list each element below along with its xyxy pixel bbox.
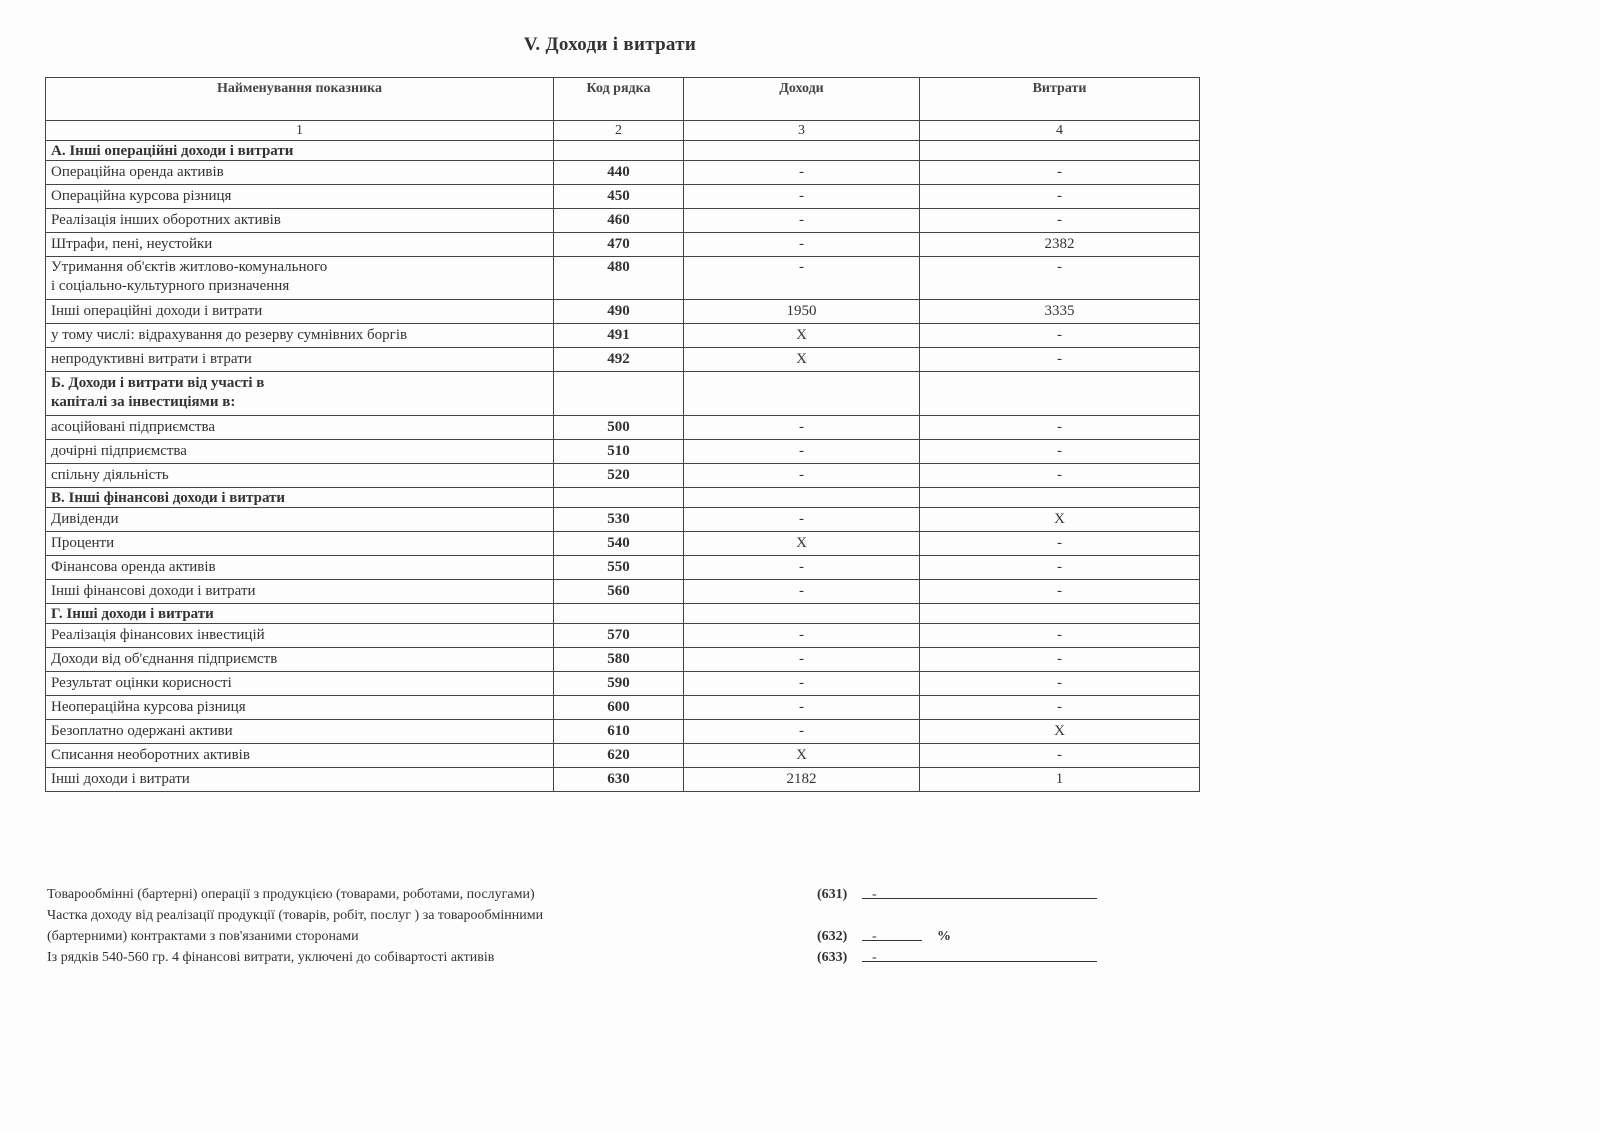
row-code: 590	[554, 672, 684, 696]
table-row	[46, 440, 1200, 464]
row-code: 620	[554, 744, 684, 768]
row-income: X	[684, 532, 920, 556]
row-income: -	[684, 556, 920, 580]
row-expense: -	[920, 440, 1200, 464]
row-code: 610	[554, 720, 684, 744]
row-code: 480	[554, 257, 684, 300]
row-name: Доходи від об'єднання підприємств	[46, 648, 554, 672]
row-expense: -	[920, 696, 1200, 720]
section-row	[46, 604, 1200, 624]
row-name: Неопераційна курсова різниця	[46, 696, 554, 720]
row-expense: -	[920, 744, 1200, 768]
row-name: непродуктивні витрати і втрати	[46, 348, 554, 372]
row-income: X	[684, 744, 920, 768]
row-code: 540	[554, 532, 684, 556]
section-row	[46, 372, 1200, 416]
barter-label: Товарообмінні (бартерні) операції з продукцією (товарами, роботами, послугами)	[47, 887, 535, 902]
table-row	[46, 209, 1200, 233]
row-name: Реалізація інших оборотних активів	[46, 209, 554, 233]
row-name: Б. Доходи і витрати від участі в капіталі за інвестиціями в:	[46, 372, 554, 416]
row-name: Списання необоротних активів	[46, 744, 554, 768]
row-code: 440	[554, 161, 684, 185]
table-row	[46, 324, 1200, 348]
row-expense	[920, 488, 1200, 508]
row-code	[554, 372, 684, 416]
header-income: Доходи	[684, 78, 920, 121]
table-row	[46, 416, 1200, 440]
share-code: (632)	[817, 929, 848, 944]
header-expense: Витрати	[920, 78, 1200, 121]
row-code: 550	[554, 556, 684, 580]
row-income: 2182	[684, 768, 920, 792]
row-income: -	[684, 624, 920, 648]
barter-code: (631)	[817, 887, 848, 902]
row-expense: X	[920, 720, 1200, 744]
row-income: -	[684, 233, 920, 257]
row-name: спільну діяльність	[46, 464, 554, 488]
row-name: Інші доходи і витрати	[46, 768, 554, 792]
table-row	[46, 768, 1200, 792]
column-number: 3	[684, 121, 920, 141]
row-code	[554, 488, 684, 508]
row-name: Операційна оренда активів	[46, 161, 554, 185]
row-code: 630	[554, 768, 684, 792]
row-name: Інші фінансові доходи і витрати	[46, 580, 554, 604]
row-name: В. Інші фінансові доходи і витрати	[46, 488, 554, 508]
barter-underline	[862, 884, 1097, 899]
row-code	[554, 604, 684, 624]
table-row	[46, 464, 1200, 488]
share-value: -	[872, 929, 877, 944]
row-code: 510	[554, 440, 684, 464]
table-row	[46, 672, 1200, 696]
row-income: X	[684, 348, 920, 372]
row-income: -	[684, 508, 920, 532]
row-expense: -	[920, 648, 1200, 672]
barter-value: -	[872, 887, 877, 902]
row-expense	[920, 141, 1200, 161]
row-code: 600	[554, 696, 684, 720]
row-code: 500	[554, 416, 684, 440]
row-income: -	[684, 720, 920, 744]
row-income: -	[684, 185, 920, 209]
share-unit: %	[937, 929, 951, 944]
row-code: 450	[554, 185, 684, 209]
row-income	[684, 604, 920, 624]
row-name: Результат оцінки корисності	[46, 672, 554, 696]
section-row	[46, 488, 1200, 508]
row-income: -	[684, 580, 920, 604]
table-row	[46, 257, 1200, 300]
row-code: 560	[554, 580, 684, 604]
row-name: Фінансова оренда активів	[46, 556, 554, 580]
row-expense: -	[920, 464, 1200, 488]
fin-costs-value: -	[872, 950, 877, 965]
table-row	[46, 556, 1200, 580]
row-expense: 3335	[920, 300, 1200, 324]
table-row	[46, 532, 1200, 556]
row-expense	[920, 372, 1200, 416]
row-name: дочірні підприємства	[46, 440, 554, 464]
row-expense: 2382	[920, 233, 1200, 257]
row-name: Операційна курсова різниця	[46, 185, 554, 209]
fin-costs-code: (633)	[817, 950, 848, 965]
row-expense: -	[920, 580, 1200, 604]
row-name: у тому числі: відрахування до резерву сумнівних боргів	[46, 324, 554, 348]
share-label-line2: (бартерними) контрактами з пов'язаними сторонами	[47, 929, 359, 944]
row-code	[554, 141, 684, 161]
table-row	[46, 508, 1200, 532]
share-underline	[862, 926, 922, 941]
row-expense: X	[920, 508, 1200, 532]
row-income: -	[684, 696, 920, 720]
income-expense-table	[45, 77, 1200, 792]
row-name: А. Інші операційні доходи і витрати	[46, 141, 554, 161]
row-name: Г. Інші доходи і витрати	[46, 604, 554, 624]
row-expense: -	[920, 257, 1200, 300]
table-row	[46, 233, 1200, 257]
row-expense: -	[920, 672, 1200, 696]
row-name: Дивіденди	[46, 508, 554, 532]
fin-costs-underline	[862, 947, 1097, 962]
row-income: X	[684, 324, 920, 348]
row-expense: -	[920, 532, 1200, 556]
row-code: 492	[554, 348, 684, 372]
share-label-line1: Частка доходу від реалізації продукції (товарів, робіт, послуг ) за товарообмінними	[47, 908, 544, 923]
row-code: 580	[554, 648, 684, 672]
row-income	[684, 488, 920, 508]
row-code: 460	[554, 209, 684, 233]
table-row	[46, 348, 1200, 372]
row-expense: -	[920, 161, 1200, 185]
row-name: асоційовані підприємства	[46, 416, 554, 440]
row-code: 520	[554, 464, 684, 488]
row-income: 1950	[684, 300, 920, 324]
table-row	[46, 720, 1200, 744]
header-name: Найменування показника	[46, 78, 554, 121]
row-name: Штрафи, пені, неустойки	[46, 233, 554, 257]
page-title: V. Доходи і витрати	[523, 34, 697, 55]
row-code: 491	[554, 324, 684, 348]
column-number: 4	[920, 121, 1200, 141]
row-income	[684, 141, 920, 161]
table-row	[46, 300, 1200, 324]
row-name: Проценти	[46, 532, 554, 556]
row-name: Реалізація фінансових інвестицій	[46, 624, 554, 648]
footnotes	[47, 884, 1187, 968]
row-name: Утримання об'єктів житлово-комунального і соціально-культурного призначення	[46, 257, 554, 300]
section-row	[46, 141, 1200, 161]
row-expense: -	[920, 209, 1200, 233]
row-code: 530	[554, 508, 684, 532]
row-income: -	[684, 672, 920, 696]
row-expense: -	[920, 556, 1200, 580]
row-expense: -	[920, 348, 1200, 372]
row-expense: -	[920, 416, 1200, 440]
row-income: -	[684, 257, 920, 300]
row-code: 470	[554, 233, 684, 257]
table-row	[46, 624, 1200, 648]
column-number: 1	[46, 121, 554, 141]
table-row	[46, 580, 1200, 604]
table-row	[46, 744, 1200, 768]
row-expense: -	[920, 185, 1200, 209]
row-code: 570	[554, 624, 684, 648]
row-name: Безоплатно одержані активи	[46, 720, 554, 744]
table-row	[46, 648, 1200, 672]
row-income: -	[684, 464, 920, 488]
column-number: 2	[554, 121, 684, 141]
row-income: -	[684, 440, 920, 464]
row-income	[684, 372, 920, 416]
row-income: -	[684, 416, 920, 440]
table-row	[46, 185, 1200, 209]
row-income: -	[684, 209, 920, 233]
row-expense	[920, 604, 1200, 624]
row-name: Інші операційні доходи і витрати	[46, 300, 554, 324]
row-expense: -	[920, 324, 1200, 348]
table-row	[46, 161, 1200, 185]
header-code: Код рядка	[554, 78, 684, 121]
fin-costs-label: Із рядків 540-560 гр. 4 фінансові витрати, уключені до собівартості активів	[47, 950, 495, 965]
row-income: -	[684, 161, 920, 185]
row-code: 490	[554, 300, 684, 324]
row-income: -	[684, 648, 920, 672]
table-row	[46, 696, 1200, 720]
row-expense: 1	[920, 768, 1200, 792]
row-expense: -	[920, 624, 1200, 648]
